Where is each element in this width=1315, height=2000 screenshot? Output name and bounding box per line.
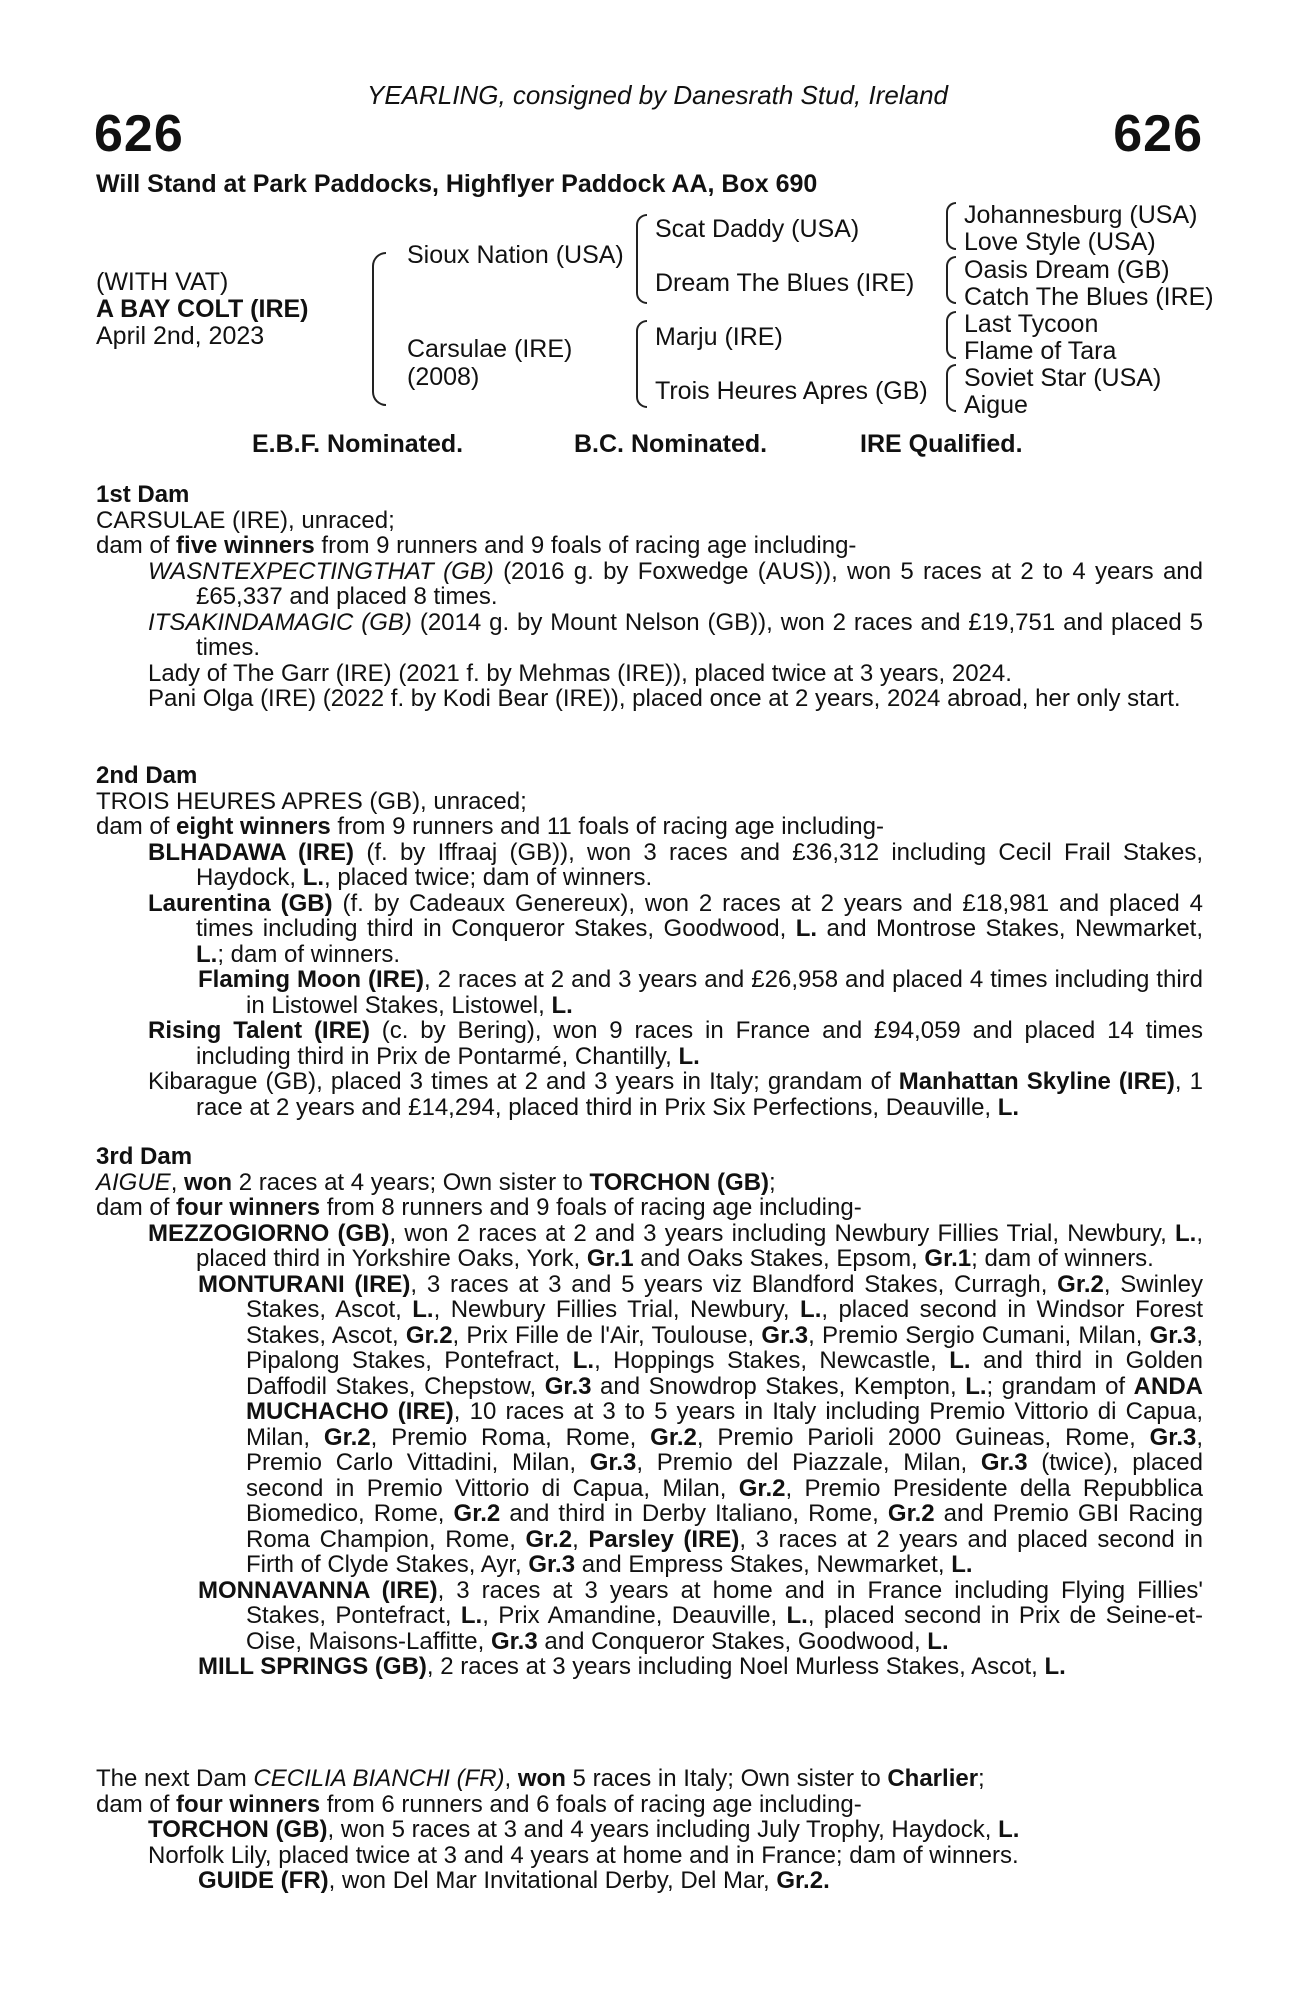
- horse-dob: April 2nd, 2023: [96, 322, 265, 350]
- produce-entry-sub: Flaming Moon (IRE), 2 races at 2 and 3 years and £26,958 and placed 4 times including third in Listowel Stakes, Listowel, L.: [198, 966, 1203, 1019]
- stand-location: Will Stand at Park Paddocks, Highflyer Paddock AA, Box 690: [96, 170, 818, 198]
- produce-entry: WASNTEXPECTINGTHAT (GB) (2016 g. by Foxwedge (AUS)), won 5 races at 2 to 4 years and £65,337 and placed 8 times.: [148, 557, 1204, 610]
- produce-entry: TORCHON (GB), won 5 races at 3 and 4 years including July Trophy, Haydock, L.: [148, 1816, 1020, 1843]
- pedigree-brace-ds: [946, 311, 956, 359]
- horse-name: A BAY COLT (IRE): [96, 295, 309, 323]
- produce-entry-sub: MILL SPRINGS (GB), 2 races at 3 years including Noel Murless Stakes, Ascot, L.: [198, 1653, 1066, 1680]
- produce-entry: BLHADAWA (IRE) (f. by Iffraaj (GB)), won 3 races and £36,312 including Cecil Frail Stakes, Haydock, L., placed twice; dam of winners.: [148, 838, 1203, 891]
- pedigree-ssd: Love Style (USA): [964, 228, 1156, 256]
- first-dam-line: CARSULAE (IRE), unraced;: [96, 506, 395, 534]
- pedigree-sire: Sioux Nation (USA): [407, 241, 624, 269]
- pedigree-dds: Soviet Star (USA): [964, 364, 1162, 392]
- produce-entry: Laurentina (GB) (f. by Cadeaux Genereux), won 2 races at 2 years and £18,981 and placed 4 times including third in Conqueror Stakes, Goodwood, L. and Montrose Stakes, Newmarket, L.; dam of winners.: [148, 889, 1204, 968]
- third-dam-section: [96, 1144, 1203, 1680]
- produce-entry: Kibarague (GB), placed 3 times at 2 and 3 years in Italy; grandam of Manhattan Skyline (IRE), 1 race at 2 years and £14,294, placed third in Prix Six Perfections, Deauville, L.: [148, 1068, 1203, 1121]
- third-dam-line: AIGUE, won 2 races at 4 years; Own sister to TORCHON (GB);: [96, 1168, 776, 1196]
- pedigree-sdd: Catch The Blues (IRE): [964, 283, 1214, 311]
- produce-entry-sub: GUIDE (FR), won Del Mar Invitational Derby, Del Mar, Gr.2.: [198, 1867, 830, 1894]
- bc-nominated: B.C. Nominated.: [574, 430, 768, 458]
- lot-number-right: 626: [1113, 105, 1203, 163]
- second-dam-section: [96, 763, 1203, 1120]
- produce-entry: Lady of The Garr (IRE) (2021 f. by Mehmas (IRE)), placed twice at 3 years, 2024.: [148, 659, 1012, 687]
- next-dam-line: The next Dam CECILIA BIANCHI (FR), won 5 races in Italy; Own sister to Charlier;: [96, 1765, 985, 1792]
- produce-entry-sub: MONNAVANNA (IRE), 3 races at 3 years at home and in France including Flying Fillies' Stakes, Pontefract, L., Prix Amandine, Deauville, L., placed second in Prix de Seine-et-Oise, Maisons-Laffitte, Gr.3 and Conqueror Stakes, Goodwood, L.: [198, 1576, 1204, 1655]
- lot-number-left: 626: [94, 105, 184, 163]
- ebf-nominated: E.B.F. Nominated.: [252, 430, 464, 458]
- pedigree-brace-ss: [946, 202, 956, 250]
- pedigree-brace-sd: [946, 256, 956, 304]
- pedigree-sire-sire: Scat Daddy (USA): [655, 215, 860, 243]
- second-dam-line: TROIS HEURES APRES (GB), unraced;: [96, 787, 527, 815]
- produce-entry: ITSAKINDAMAGIC (GB) (2014 g. by Mount Nelson (GB)), won 2 races and £19,751 and placed 5 times.: [148, 608, 1203, 661]
- pedigree-brace-sire: [636, 214, 647, 304]
- pedigree-brace-main: [372, 252, 386, 406]
- first-dam-heading: 1st Dam: [96, 481, 190, 508]
- pedigree-dam: Carsulae (IRE): [407, 335, 573, 363]
- third-dam-heading: 3rd Dam: [96, 1143, 193, 1170]
- pedigree-sds: Oasis Dream (GB): [964, 256, 1170, 284]
- page-subtitle: YEARLING, consigned by Danesrath Stud, Ireland: [367, 80, 948, 110]
- pedigree-sss: Johannesburg (USA): [964, 201, 1198, 229]
- second-dam-produce-summary: dam of eight winners from 9 runners and 11 foals of racing age including-: [96, 813, 884, 840]
- vat-note: (WITH VAT): [96, 268, 229, 296]
- produce-entry: MEZZOGIORNO (GB), won 2 races at 2 and 3 years including Newbury Fillies Trial, Newbury, L., placed third in Yorkshire Oaks, York, Gr.1 and Oaks Stakes, Epsom, Gr.1; dam of winners.: [148, 1219, 1204, 1272]
- pedigree-brace-dam: [636, 320, 647, 408]
- produce-entry: Norfolk Lily, placed twice at 3 and 4 years at home and in France; dam of winners.: [148, 1841, 1019, 1869]
- produce-entry: Rising Talent (IRE) (c. by Bering), won 9 races in France and £94,059 and placed 14 times including third in Prix de Pontarmé, Chantilly, L.: [148, 1017, 1203, 1070]
- third-dam-produce-summary: dam of four winners from 8 runners and 9 foals of racing age including-: [96, 1194, 862, 1221]
- pedigree-sire-dam: Dream The Blues (IRE): [655, 269, 915, 297]
- pedigree-dam-sire: Marju (IRE): [655, 323, 783, 351]
- produce-entry-sub: MONTURANI (IRE), 3 races at 3 and 5 years viz Blandford Stakes, Curragh, Gr.2, Swinley Stakes, Ascot, L., Newbury Fillies Trial, Newbury, L., placed second in Windsor Forest Stakes, Ascot, Gr.2, Prix Fille de l'Air, Toulouse, Gr.3, Premio Sergio Cumani, Milan, Gr.3, Pipalong Stakes, Pontefract, L., Hoppings Stakes, Newcastle, L. and third in Golden Daffodil Stakes, Chepstow, Gr.3 and Snowdrop Stakes, Kempton, L.; grandam of ANDA MUCHACHO (IRE), 10 races at 3 to 5 years in Italy including Premio Vittorio di Capua, Milan, Gr.2, Premio Roma, Rome, Gr.2, Premio Parioli 2000 Guineas, Rome, Gr.3, Premio Carlo Vittadini, Milan, Gr.3, Premio del Piazzale, Milan, Gr.3 (twice), placed second in Premio Vittorio di Capua, Milan, Gr.2, Premio Presidente della Repubblica Biomedico, Rome, Gr.2 and third in Derby Italiano, Rome, Gr.2 and Premio GBI Racing Roma Champion, Rome, Gr.2, Parsley (IRE), 3 races at 2 years and placed second in Firth of Clyde Stakes, Ayr, Gr.3 and Empress Stakes, Newmarket, L.: [198, 1270, 1204, 1578]
- second-dam-heading: 2nd Dam: [96, 762, 198, 789]
- pedigree-brace-dd: [946, 364, 956, 412]
- pedigree-dsd: Flame of Tara: [964, 337, 1117, 365]
- pedigree-dss: Last Tycoon: [964, 310, 1099, 338]
- pedigree-dam-dam: Trois Heures Apres (GB): [655, 377, 928, 405]
- first-dam-produce-summary: dam of five winners from 9 runners and 9 foals of racing age including-: [96, 532, 857, 559]
- next-dam-produce-summary: dam of four winners from 6 runners and 6 foals of racing age including-: [96, 1790, 862, 1818]
- next-dam-section: [96, 1766, 1203, 1894]
- pedigree-ddd: Aigue: [964, 391, 1028, 419]
- first-dam-section: [96, 482, 1203, 712]
- produce-entry: Pani Olga (IRE) (2022 f. by Kodi Bear (IRE)), placed once at 2 years, 2024 abroad, her only start.: [148, 685, 1181, 712]
- pedigree-dam-year: (2008): [407, 363, 480, 391]
- ire-qualified: IRE Qualified.: [860, 430, 1023, 458]
